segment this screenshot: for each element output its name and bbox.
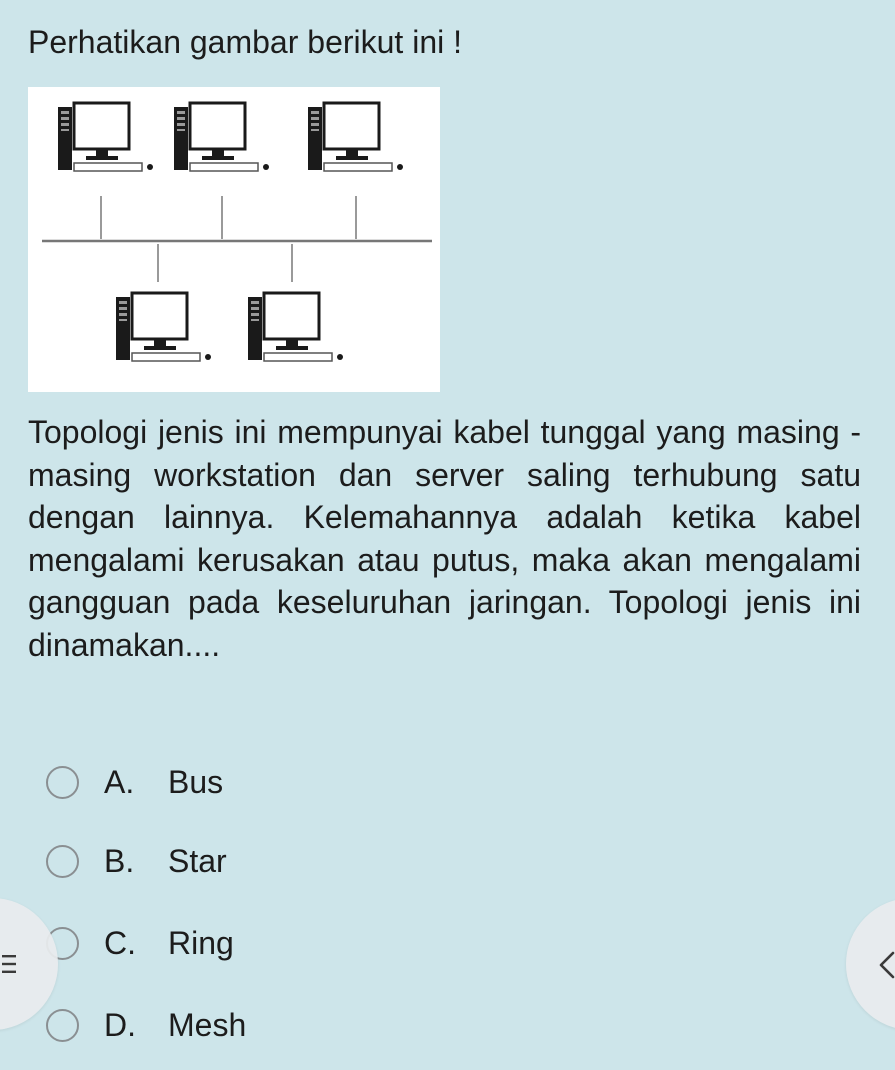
computer-node-5	[248, 293, 343, 361]
hamburger-menu-icon	[2, 953, 16, 975]
option-b[interactable]	[46, 836, 227, 886]
option-a-text: Bus	[168, 763, 224, 800]
bus-topology-diagram	[28, 87, 440, 392]
option-c[interactable]	[46, 918, 234, 968]
computer-node-4	[116, 293, 211, 361]
radio-button-b[interactable]	[46, 845, 79, 878]
option-a[interactable]	[46, 757, 223, 807]
computer-node-1	[58, 103, 153, 171]
option-b-text: Star	[168, 842, 227, 879]
option-d-text: Mesh	[168, 1006, 247, 1043]
question-text: Topologi jenis ini mempunyai kabel tunggal yang masing - masing workstation dan server saling terhubung satu dengan lainnya. Kelemahannya adalah ketika kabel mengalami kerusakan atau putus, maka akan mengalami gangguan pada keseluruhan jaringan. Topologi jenis ini dinamakan....	[28, 414, 861, 663]
prompt-text: Perhatikan gambar berikut ini !	[28, 24, 462, 60]
option-c-text: Ring	[168, 924, 234, 961]
computer-node-3	[308, 103, 403, 171]
option-a-letter: A.	[104, 763, 135, 800]
option-c-letter: C.	[104, 924, 136, 961]
option-d[interactable]	[46, 1000, 246, 1050]
radio-button-a[interactable]	[46, 766, 79, 799]
radio-button-d[interactable]	[46, 1009, 79, 1042]
chevron-left-icon	[878, 950, 895, 980]
computer-node-2	[174, 103, 269, 171]
option-d-letter: D.	[104, 1006, 136, 1043]
back-floating-button[interactable]	[846, 898, 895, 1030]
option-b-letter: B.	[104, 842, 135, 879]
